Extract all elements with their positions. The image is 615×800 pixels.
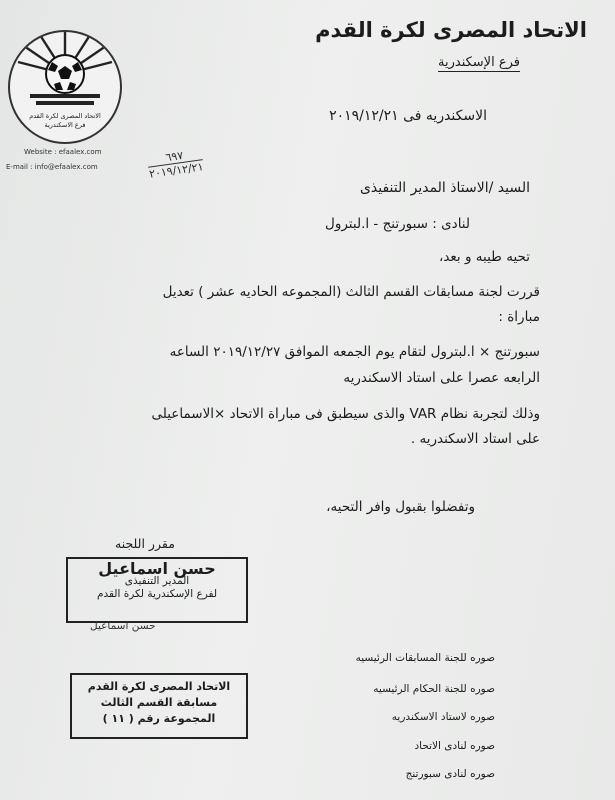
email-text: E-mail : info@efaalex.com <box>6 163 98 171</box>
logo-caption <box>20 112 110 130</box>
club-line: لنادى : سبورتنج - ا.لبترول <box>325 216 470 232</box>
copy-item: صوره لنادى سبورتنج <box>405 768 495 780</box>
reference-bottom: ٢٠١٩/١٢/٢١ <box>148 160 205 181</box>
signature-title: مقرر اللجنه <box>115 536 175 551</box>
signature-stamp <box>66 557 248 623</box>
addressee: السيد /الاستاذ المدير التنفيذى <box>359 180 530 196</box>
committee-stamp-line-3: المجموعة رقم ( ١١ ) <box>102 712 216 725</box>
copy-item: صوره للجنة الحكام الرئيسيه <box>373 683 495 695</box>
committee-stamp-line-2: مسابقة القسم الثالث <box>100 696 218 709</box>
letter-date: الاسكندريه فى ٢٠١٩/١٢/٢١ <box>329 108 487 124</box>
greeting: تحيه طيبه و بعد، <box>438 249 530 265</box>
paragraph-3-line-1: وذلك لتجربة نظام VAR والذى سيطبق فى مباراة الاتحاد ×الاسماعيلى <box>151 406 540 422</box>
copy-item: صوره لنادى الاتحاد <box>414 740 495 752</box>
paragraph-1-line-2: مباراة : <box>498 309 540 325</box>
reference-top: ٦٩٧ <box>146 146 202 167</box>
paragraph-3-line-2: على استاد الاسكندريه . <box>410 431 540 447</box>
copy-item: صوره لاستاد الاسكندريه <box>391 711 495 723</box>
stamp-title: المدير التنفيذى <box>124 575 190 587</box>
stamp-org: لفرع الإسكندرية لكرة القدم <box>96 588 218 600</box>
logo-text-name: الاتحاد المصرى لكرة القدم <box>29 112 101 120</box>
stamp-name: حسن اسماعيل <box>98 559 216 578</box>
committee-stamp <box>70 673 248 739</box>
committee-stamp-line-1: الاتحاد المصرى لكرة القدم <box>87 680 231 693</box>
copy-item: صوره للجنة المسابقات الرئيسيه <box>355 652 495 664</box>
reference-number <box>146 146 204 180</box>
website-text: Website : efaalex.com <box>24 148 102 156</box>
efa-logo <box>8 30 122 144</box>
paragraph-2-line-1: سبورتنج × ا.لبترول لتقام يوم الجمعه الموافق ٢٠١٩/١٢/٢٧ الساعه <box>169 344 540 360</box>
branch-name: فرع الإسكندرية <box>438 55 520 70</box>
closing: وتفضلوا بقبول وافر التحيه، <box>326 499 475 515</box>
signature-handwritten-name: حسن اسماعيل <box>90 620 156 632</box>
paragraph-2-line-2: الرابعه عصرا على استاد الاسكندريه <box>343 370 540 386</box>
organization-name: الاتحاد المصرى لكرة القدم <box>315 18 587 42</box>
logo-text-branch: فرع الاسكندرية <box>44 121 86 129</box>
paragraph-1-line-1: قررت لجنة مسابقات القسم الثالث (المجموعه الحاديه عشر ) تعديل <box>162 284 540 300</box>
